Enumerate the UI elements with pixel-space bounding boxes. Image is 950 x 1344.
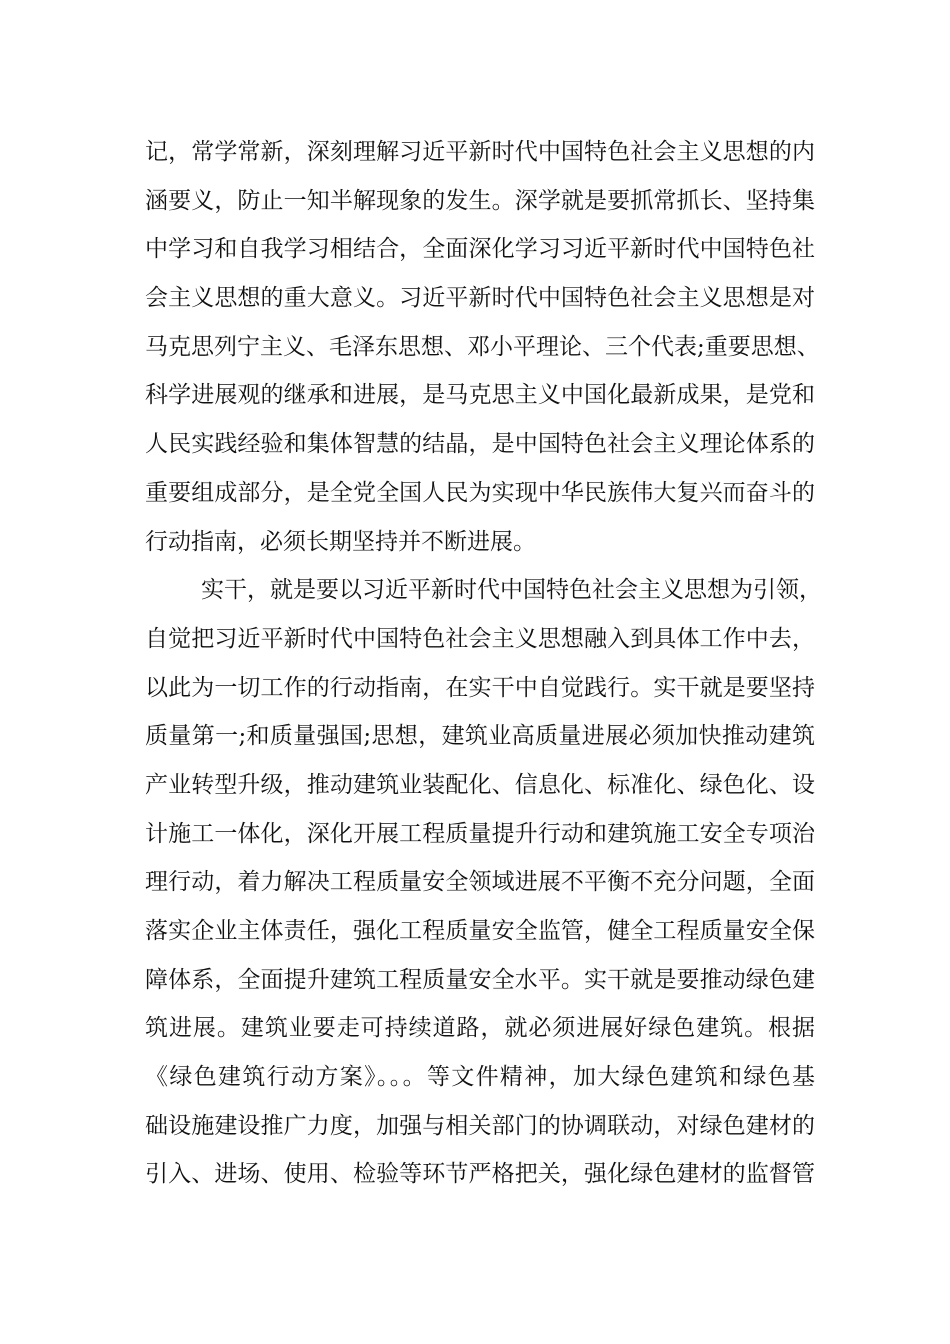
text-line: 记，常学常新，深刻理解习近平新时代中国特色社会主义思想的内: [145, 139, 815, 165]
text-line: 马克思列宁主义、毛泽东思想、邓小平理论、三个代表;重要思想、: [145, 333, 820, 360]
text-line: 理行动，着力解决工程质量安全领域进展不平衡不充分问题，全面: [145, 869, 815, 896]
text-line: 计施工一体化，深化开展工程质量提升行动和建筑施工安全专项治: [145, 820, 815, 847]
paragraph-1: [145, 128, 820, 566]
body-text: [145, 128, 822, 1199]
text-line: 科学进展观的继承和进展，是马克思主义中国化最新成果，是党和: [145, 382, 815, 409]
text-line: 以此为一切工作的行动指南，在实干中自觉践行。实干就是要坚持: [145, 674, 815, 701]
text-line: 落实企业主体责任，强化工程质量安全监管，健全工程质量安全保: [145, 918, 815, 944]
text-line: 中学习和自我学习相结合，全面深化学习习近平新时代中国特色社: [145, 236, 815, 263]
paragraph-2: [145, 566, 822, 1199]
text-line: 人民实践经验和集体智慧的结晶，是中国特色社会主义理论体系的: [145, 431, 815, 458]
text-line: 引入、进场、使用、检验等环节严格把关，强化绿色建材的监督管: [145, 1161, 815, 1188]
text-line: 实干，就是要以习近平新时代中国特色社会主义思想为引领，: [201, 577, 822, 604]
text-line: 质量第一;和质量强国;思想，建筑业高质量进展必须加快推动建筑: [145, 723, 815, 750]
text-line: 涵要义，防止一知半解现象的发生。深学就是要抓常抓长、坚持集: [145, 187, 815, 214]
text-line: 产业转型升级，推动建筑业装配化、信息化、标准化、绿色化、设: [145, 771, 815, 798]
text-line: 础设施建设推广力度，加强与相关部门的协调联动，对绿色建材的: [145, 1112, 815, 1139]
text-line: 筑进展。建筑业要走可持续道路，就必须进展好绿色建筑。根据: [145, 1015, 815, 1042]
text-line: 重要组成部分，是全党全国人民为实现中华民族伟大复兴而奋斗的: [145, 479, 815, 506]
text-line: 障体系，全面提升建筑工程质量安全水平。实干就是要推动绿色建: [145, 966, 815, 993]
text-line: 会主义思想的重大意义。习近平新时代中国特色社会主义思想是对: [145, 285, 815, 312]
text-line: 《绿色建筑行动方案》。。。等文件精神，加大绿色建筑和绿色基: [145, 1064, 815, 1091]
text-line: 行动指南，必须长期坚持并不断进展。: [145, 528, 536, 555]
text-line: 自觉把习近平新时代中国特色社会主义思想融入到具体工作中去，: [145, 625, 815, 652]
